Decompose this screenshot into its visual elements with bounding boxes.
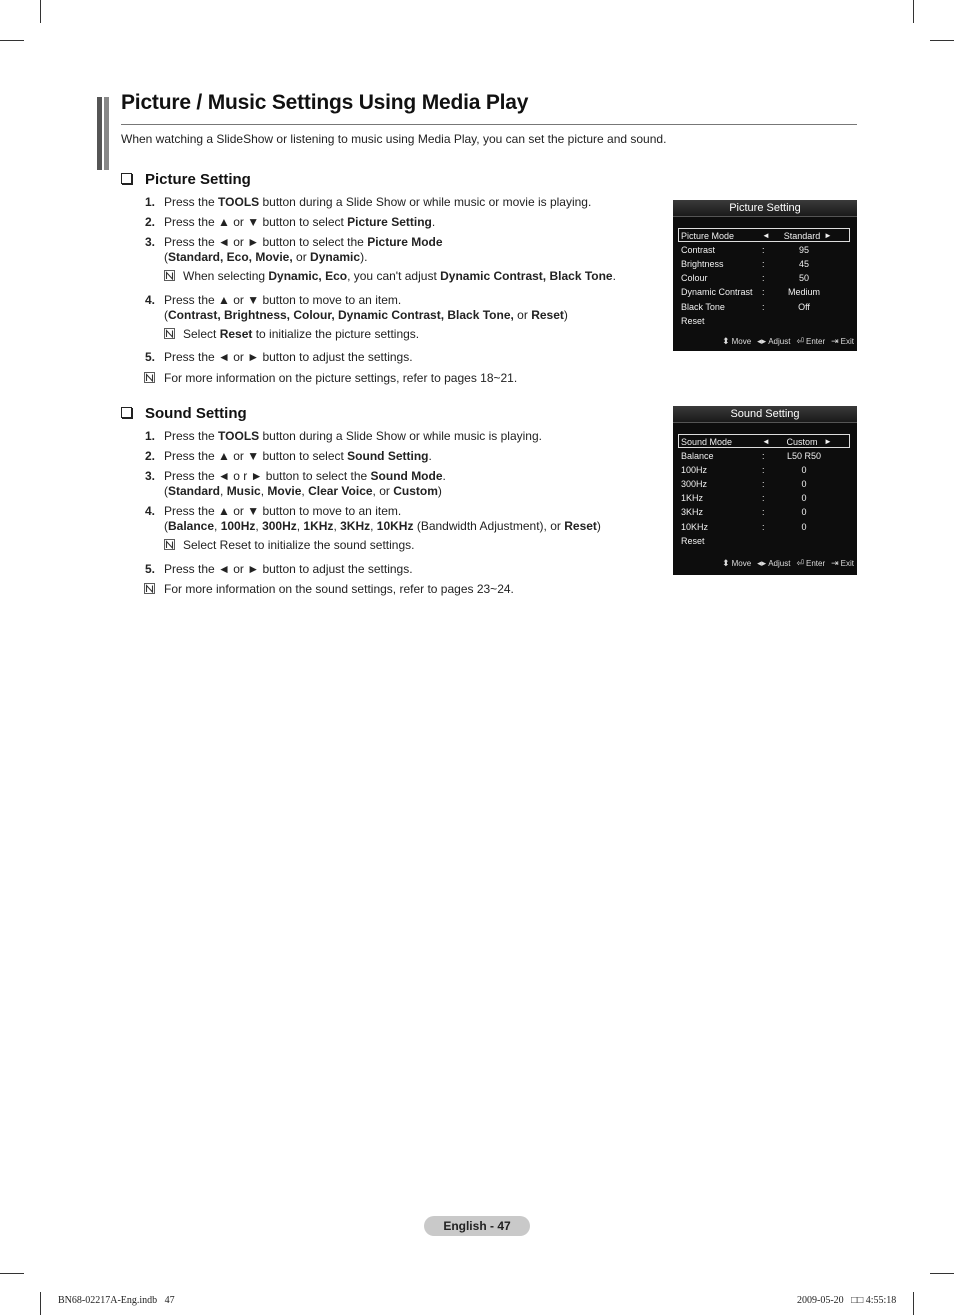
osd-footer-move: ⬍ Move bbox=[722, 558, 752, 568]
osd-row-balance[interactable]: Balance : L50 R50 bbox=[681, 451, 822, 461]
osd-row-brightness[interactable]: Brightness : 45 bbox=[681, 259, 809, 269]
note-icon bbox=[164, 328, 175, 339]
general-note: For more information on the picture settings, refer to pages 18~21. bbox=[121, 371, 681, 386]
note: Select Reset to initialize the picture settings. bbox=[164, 327, 681, 342]
osd-footer-adjust: ◂▸ Adjust bbox=[757, 336, 791, 346]
osd-footer-enter: ⏎ Enter bbox=[796, 558, 826, 568]
left-right-arrows-icon: ◂▸ bbox=[757, 558, 767, 568]
page-number-badge: English - 47 bbox=[424, 1216, 530, 1236]
enter-icon: ⏎ bbox=[796, 558, 804, 568]
step-item: 3. Press the ◄ or ► button to select the Picture Mode (Standard, Eco, Movie, or Dynamic). When selecting Dynamic, Eco, you can't adjust Dynamic Contrast, Black Tone. bbox=[121, 235, 681, 284]
step-item: 1. Press the TOOLS button during a Slide Show or while music is playing. bbox=[145, 429, 542, 443]
sound-steps bbox=[121, 429, 681, 577]
osd-footer-enter: ⏎ Enter bbox=[796, 336, 826, 346]
osd-row-reset[interactable]: Reset bbox=[681, 536, 705, 546]
left-arrow-icon[interactable]: ◄ bbox=[762, 231, 770, 240]
note-icon bbox=[144, 372, 155, 383]
left-arrow-icon[interactable]: ◄ bbox=[762, 437, 770, 446]
osd-row-10khz[interactable]: 10KHz : 0 bbox=[681, 522, 807, 532]
osd-row-colour[interactable]: Colour : 50 bbox=[681, 273, 809, 283]
sound-setting-section bbox=[121, 404, 681, 597]
osd-row-sound-mode[interactable]: Sound Mode ◄ Custom ► bbox=[678, 434, 850, 448]
up-down-arrows-icon: ⬍ bbox=[722, 336, 730, 346]
osd-row-picture-mode[interactable]: Picture Mode ◄ Standard ► bbox=[678, 228, 850, 242]
checkbox-bullet-icon bbox=[121, 407, 132, 418]
step-item: 4. Press the ▲ or ▼ button to move to an item. (Balance, 100Hz, 300Hz, 1KHz, 3KHz, 10KHz (Bandwidth Adjustment), or Reset) Select Reset to initialize the sound settings. bbox=[121, 504, 681, 553]
picture-setting-heading: Picture Setting bbox=[121, 170, 681, 190]
osd-row-3khz[interactable]: 3KHz : 0 bbox=[681, 507, 807, 517]
crop-mark bbox=[40, 0, 41, 23]
step-item: 4. Press the ▲ or ▼ button to move to an item. (Contrast, Brightness, Colour, Dynamic Contrast, Black Tone, or Reset) Select Reset to initialize the picture settings. bbox=[121, 293, 681, 342]
picture-setting-osd bbox=[673, 200, 857, 351]
step-item: 3. Press the ◄ o r ► button to select the Sound Mode. (Standard, Music, Movie, Clear Voice, or Custom) bbox=[145, 469, 446, 498]
left-right-arrows-icon: ◂▸ bbox=[757, 336, 767, 346]
crop-mark bbox=[40, 1292, 41, 1315]
osd-row-reset[interactable]: Reset bbox=[681, 316, 705, 326]
osd-row-contrast[interactable]: Contrast : 95 bbox=[681, 245, 809, 255]
osd-row-300hz[interactable]: 300Hz : 0 bbox=[681, 479, 807, 489]
intro-text: When watching a SlideShow or listening to music using Media Play, you can set the picture and sound. bbox=[121, 132, 667, 146]
title-rule bbox=[121, 124, 857, 125]
note-icon bbox=[164, 270, 175, 281]
osd-footer-move: ⬍ Move bbox=[722, 336, 752, 346]
title-accent-bar bbox=[97, 97, 102, 170]
crop-mark bbox=[913, 1292, 914, 1315]
enter-icon: ⏎ bbox=[796, 336, 804, 346]
up-down-arrows-icon: ⬍ bbox=[722, 558, 730, 568]
right-arrow-icon[interactable]: ► bbox=[824, 437, 832, 446]
page-title: Picture / Music Settings Using Media Play bbox=[121, 91, 529, 114]
right-arrow-icon[interactable]: ► bbox=[824, 231, 832, 240]
osd-row-100hz[interactable]: 100Hz : 0 bbox=[681, 465, 807, 475]
osd-title: Sound Setting bbox=[673, 406, 857, 423]
note: When selecting Dynamic, Eco, you can't adjust Dynamic Contrast, Black Tone. bbox=[164, 269, 681, 284]
osd-footer-adjust: ◂▸ Adjust bbox=[757, 558, 791, 568]
checkbox-bullet-icon bbox=[121, 173, 132, 184]
osd-footer bbox=[722, 557, 854, 569]
crop-mark bbox=[930, 40, 954, 41]
exit-icon: ⇥ bbox=[831, 336, 839, 346]
sound-setting-heading: Sound Setting bbox=[121, 404, 681, 424]
note-icon bbox=[164, 539, 175, 550]
osd-footer bbox=[722, 335, 854, 347]
osd-footer-exit: ⇥ Exit bbox=[831, 336, 854, 346]
step-item: 2. Press the ▲ or ▼ button to select Picture Setting. bbox=[145, 215, 436, 229]
crop-mark bbox=[0, 1273, 24, 1274]
picture-setting-section bbox=[121, 170, 681, 386]
step-item: 5. Press the ◄ or ► button to adjust the settings. bbox=[145, 350, 413, 364]
crop-mark bbox=[913, 0, 914, 23]
sound-setting-osd bbox=[673, 406, 857, 575]
osd-row-black-tone[interactable]: Black Tone : Off bbox=[681, 302, 810, 312]
osd-row-1khz[interactable]: 1KHz : 0 bbox=[681, 493, 807, 503]
picture-steps bbox=[121, 195, 681, 365]
footer-file-info: BN68-02217A-Eng.indb 47 bbox=[58, 1295, 175, 1306]
step-item: 5. Press the ◄ or ► button to adjust the settings. bbox=[145, 562, 413, 576]
footer-timestamp: 2009-05-20 □□ 4:55:18 bbox=[797, 1295, 897, 1306]
title-accent-bar bbox=[104, 97, 109, 170]
note: Select Reset to initialize the sound settings. bbox=[164, 538, 681, 553]
osd-footer-exit: ⇥ Exit bbox=[831, 558, 854, 568]
crop-mark bbox=[930, 1273, 954, 1274]
crop-mark bbox=[0, 40, 24, 41]
osd-title: Picture Setting bbox=[673, 200, 857, 217]
exit-icon: ⇥ bbox=[831, 558, 839, 568]
general-note: For more information on the sound settings, refer to pages 23~24. bbox=[121, 582, 681, 597]
step-item: 2. Press the ▲ or ▼ button to select Sound Setting. bbox=[145, 449, 432, 463]
note-icon bbox=[144, 583, 155, 594]
step-item: 1. Press the TOOLS button during a Slide Show or while music or movie is playing. bbox=[145, 195, 592, 209]
osd-row-dynamic-contrast[interactable]: Dynamic Contrast : Medium bbox=[681, 287, 820, 297]
